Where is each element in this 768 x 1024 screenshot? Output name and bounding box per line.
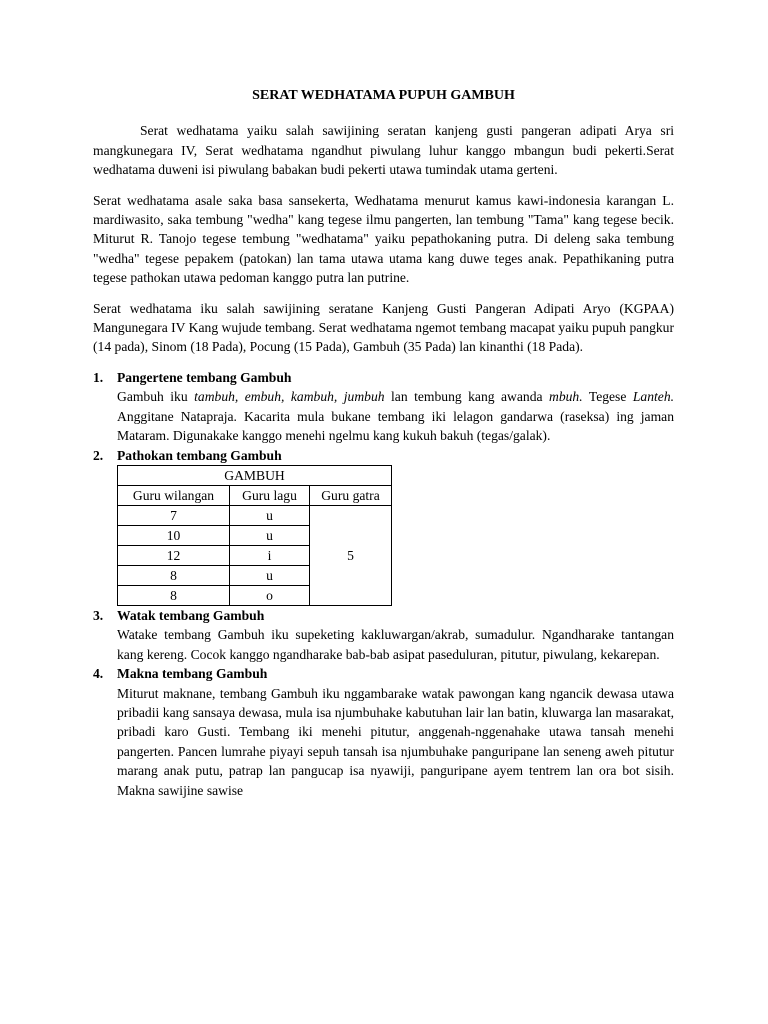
section-body: Miturut maknane, tembang Gambuh iku nggambarake watak pawongan kang ngancik dewasa utawa pribadii kang sansaya dewasa, mula isa njumbuhake kabutuhan lair lan batin, kluwarga lan masarakat, pribadi karo Gusti. Tembang iki menehi pitutur, anggenah-nggenahake utawa tansah menehi pangerten. Pancen lumrahe piyayi sepuh tansah isa njumbuhake panguripane lan seneng aweh pitutur marang anak putu, patrap lan pangucap isa nyawiji, panguripane ayem tentrem lan ora bot sisih. Makna sawijine sawise (117, 685, 674, 798)
section-number: 3. (93, 607, 104, 623)
table-cell: u (230, 525, 310, 545)
table-cell: 10 (118, 525, 230, 545)
table-header: Guru gatra (310, 485, 392, 505)
intro-paragraph-2: Serat wedhatama asale saka basa sansekerta, Wedhatama menurut kamus kawi-indonesia karangan L. mardiwasito, saka tembung "wedha" kang tegese ilmu pangerten, lan tembung "Tama" kang tegese becik. Miturut R. Tanojo tegese tembung "wedhatama" yaiku pepathokaning putra. Di deleng saka tembung "wedha" tegese pepakem (patokan) lan tama utawa utama kang duwe teges anak. Pepathikaning putra tegese pathokan utawa pedoman kanggo putra lan putrine. (93, 192, 674, 286)
section-number: 4. (93, 666, 104, 682)
document-page (93, 86, 674, 800)
table-header: Guru wilangan (118, 485, 230, 505)
table-cell: i (230, 545, 310, 565)
document-title: SERAT WEDHATAMA PUPUH GAMBUH (252, 88, 515, 103)
section-number: 2. (93, 447, 104, 463)
table-cell: 8 (118, 585, 230, 605)
section-heading: Pathokan tembang Gambuh (117, 447, 282, 463)
section-body: Gambuh iku tambuh, embuh, kambuh, jumbuh lan tembung kang awanda mbuh. Tegese Lanteh. Anggitane Natapraja. Kacarita mula bukane tembang iki lelagon gandarwa (raseksa) ing jaman Mataram. Digunakake kanggo menehi ngelmu kang kukuh bakuh (tegas/galak). (117, 389, 675, 444)
section-list (93, 368, 674, 800)
section-item-3 (93, 606, 674, 664)
gambuh-table (117, 465, 392, 606)
table-header: Guru lagu (230, 485, 310, 505)
table-cell: 12 (118, 545, 230, 565)
section-heading: Pangertene tembang Gambuh (117, 369, 292, 385)
table-cell: o (230, 585, 310, 605)
section-number: 1. (93, 369, 104, 385)
intro-paragraph-3: Serat wedhatama iku salah sawijining seratane Kanjeng Gusti Pangeran Adipati Aryo (KGPAA) Mangunegara IV Kang wujude tembang. Serat wedhatama ngemot tembang macapat yaiku pupuh pangkur (14 pada), Sinom (18 Pada), Pocung (15 Pada), Gambuh (35 Pada) lan kinanthi (18 Pada). (93, 300, 674, 355)
section-item-1 (93, 368, 674, 446)
section-heading: Watak tembang Gambuh (117, 607, 265, 623)
table-cell: 7 (118, 505, 230, 525)
table-cell: u (230, 505, 310, 525)
table-title: GAMBUH (118, 465, 392, 485)
intro-paragraph-1: Serat wedhatama yaiku salah sawijining seratan kanjeng gusti pangeran adipati Arya sri mangkunegara IV, Serat wedhatama ngandhut piwulang luhur kanggo mbangun budi pekerti.Serat wedhatama duweni isi piwulang babakan budi pekerti utawa tumindak utama gerteni. (93, 123, 674, 178)
section-body: Watake tembang Gambuh iku supeketing kakluwargan/akrab, sumadulur. Ngandharake tantangan kang kereng. Cocok kanggo ngandharake bab-bab asipat paseduluran, pitutur, piwulang, kekarepan. (117, 627, 674, 662)
section-item-2 (93, 446, 674, 606)
table-cell: 8 (118, 565, 230, 585)
table-cell: u (230, 565, 310, 585)
section-heading: Makna tembang Gambuh (117, 666, 268, 682)
section-item-4 (93, 664, 674, 800)
table-row (118, 505, 392, 525)
guru-gatra-cell: 5 (310, 505, 392, 605)
